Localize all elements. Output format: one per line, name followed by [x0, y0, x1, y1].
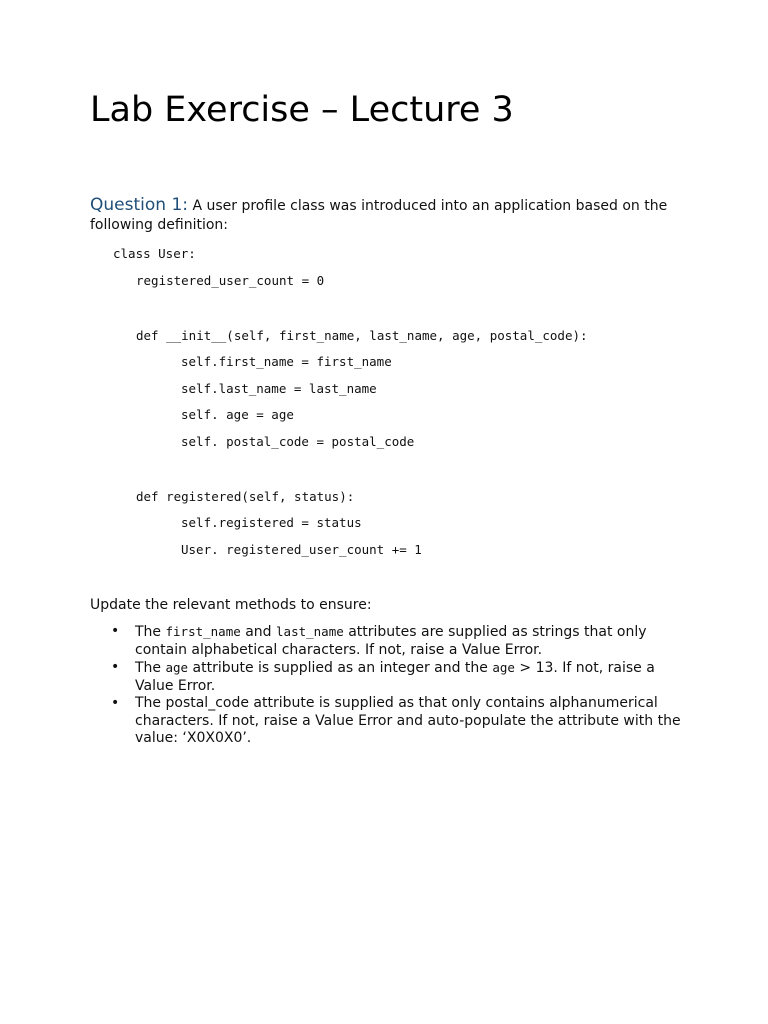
bullet-marker: •	[111, 623, 120, 639]
inline-code: age	[492, 660, 515, 675]
code-line: self.last_name = last_name	[181, 381, 377, 396]
bullet-text: contain alphabetical characters. If not, raise a Value Error.	[135, 641, 543, 658]
inline-code: age	[165, 660, 189, 675]
bullet-text: > 13. If not, raise a	[514, 660, 655, 676]
code-line: self. age = age	[181, 407, 294, 422]
question-label: Question 1	[90, 195, 183, 215]
inline-code: first_name	[165, 624, 241, 639]
question-label-colon: :	[182, 195, 188, 215]
bullet-marker: •	[111, 695, 120, 711]
code-line: class User:	[113, 246, 196, 261]
bullet-text: value: ‘X0X0X0’.	[135, 730, 252, 746]
inline-code: last_name	[276, 624, 344, 639]
requirements-list	[90, 623, 690, 748]
page-title: Lab Exercise – Lecture 3	[90, 90, 514, 130]
bullet-marker: •	[111, 659, 120, 675]
code-line: def __init__(self, first_name, last_name, age, postal_code):	[136, 328, 588, 343]
question-text-line1: A user profile class was introduced into an application based on the	[188, 198, 668, 214]
list-item	[90, 659, 690, 695]
list-item	[90, 623, 690, 659]
list-item	[90, 695, 690, 748]
bullet-text: and	[240, 624, 277, 640]
code-line: def registered(self, status):	[136, 489, 355, 504]
update-instructions: Update the relevant methods to ensure:	[90, 597, 372, 613]
question-1	[90, 196, 690, 235]
question-text-line2: following definition:	[90, 217, 229, 233]
code-line: self.registered = status	[181, 515, 362, 530]
bullet-text: attributes are supplied as strings that only	[343, 624, 647, 640]
code-line: self.first_name = first_name	[181, 354, 392, 369]
bullet-text: attribute is supplied as an integer and the	[188, 660, 493, 676]
bullet-text: The postal_code attribute is supplied as that only contains alphanumerical	[135, 695, 658, 711]
bullet-text: The	[135, 624, 166, 640]
code-line: User. registered_user_count += 1	[181, 542, 422, 557]
bullet-text: characters. If not, raise a Value Error and auto-populate the attribute with the	[135, 712, 681, 729]
bullet-text: Value Error.	[135, 677, 216, 694]
code-line: self. postal_code = postal_code	[181, 434, 415, 449]
bullet-text: The	[135, 660, 166, 676]
code-line: registered_user_count = 0	[136, 273, 325, 288]
